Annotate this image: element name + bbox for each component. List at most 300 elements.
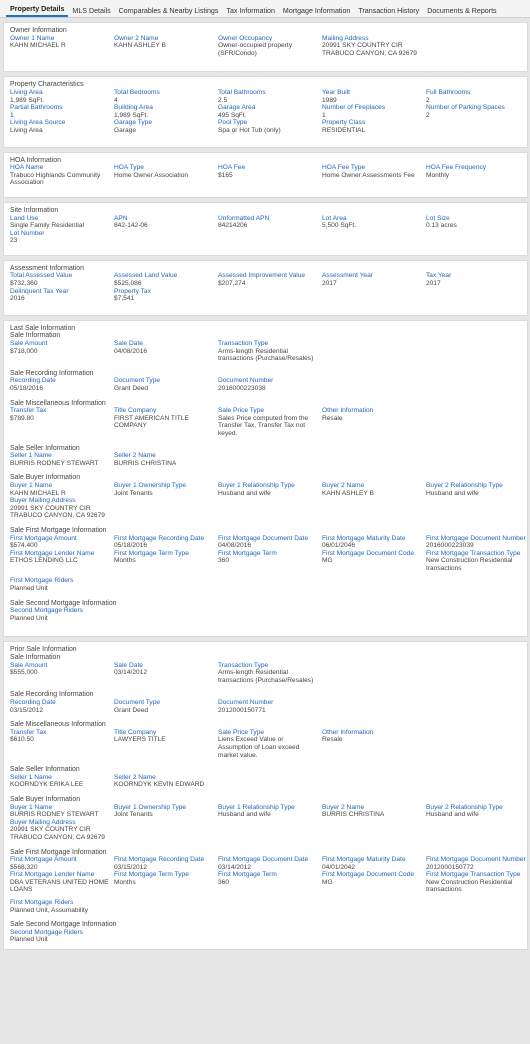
- field-label: Tax Year: [426, 272, 452, 280]
- field-hoa-type: [114, 164, 218, 187]
- field-value: 2.5: [218, 96, 228, 104]
- field-value: $525,086: [114, 280, 142, 288]
- field-full-bathrooms: [426, 89, 530, 104]
- field-label: First Mortgage Amount: [10, 534, 77, 542]
- field-year-built: [322, 89, 426, 104]
- field-label: Buyer 1 Ownership Type: [114, 803, 187, 811]
- field-first-mortgage-term: [218, 871, 322, 894]
- field-buyer-1-relationship-type: [218, 804, 322, 819]
- field-label: Buyer 2 Relationship Type: [426, 803, 503, 811]
- field-value: 04/08/2016: [114, 347, 148, 355]
- field-value: 1989: [322, 96, 337, 104]
- field-label: Land Use: [10, 214, 39, 222]
- field-value: 2012000150771: [218, 706, 266, 714]
- field-label: Title Company: [114, 728, 157, 736]
- field-tax-year: [426, 272, 530, 287]
- field-value: BURRIS CHRISTINA: [322, 811, 385, 819]
- field-hoa-fee: [218, 164, 322, 187]
- sale-miscellaneous-information-group: [10, 400, 521, 438]
- field-label: Sale Amount: [10, 340, 48, 348]
- sale-first-mortgage-information-group: [10, 526, 526, 593]
- field-value: 1: [322, 111, 326, 119]
- field-value: BURRIS RODNEY STEWART: [10, 459, 99, 467]
- field-partial-bathrooms: [10, 104, 114, 119]
- field-hoa-name: [10, 164, 114, 187]
- field-delinquent-tax-year: [10, 288, 114, 303]
- field-buyer-2-name: [322, 804, 426, 819]
- field-label: Buyer 1 Relationship Type: [218, 481, 295, 489]
- sale-buyer-information-group: [10, 474, 521, 520]
- field-value: $574,400: [10, 542, 38, 550]
- field-first-mortgage-amount: [10, 856, 114, 871]
- section-title: Property Characteristics: [10, 81, 84, 89]
- field-value: Arms-length Residential transactions (Purchase/Resales): [218, 669, 314, 684]
- field-value: 2016000223038: [218, 385, 266, 392]
- field-number-of-fireplaces: [322, 104, 426, 119]
- field-value: 2: [426, 111, 430, 119]
- tab-tax-information[interactable]: Tax Information: [226, 7, 275, 15]
- field-label: Living Area Source: [10, 119, 66, 127]
- field-label: Buyer 1 Relationship Type: [218, 803, 295, 811]
- field-label: Sale Amount: [10, 661, 48, 669]
- field-label: Unformatted APN: [218, 214, 270, 222]
- field-label: First Mortgage Document Code: [322, 871, 414, 879]
- group-title: Sale Recording Information: [10, 369, 94, 377]
- field-value: $207,274: [218, 280, 246, 288]
- field-label: First Mortgage Maturity Date: [322, 856, 406, 864]
- field-buyer-1-ownership-type: [114, 482, 218, 497]
- field-value: Husband and wife: [426, 811, 479, 819]
- field-value: Months: [114, 557, 136, 565]
- field-transfer-tax: [10, 407, 114, 437]
- section-title: Owner Information: [10, 27, 67, 34]
- field-value: 03/15/2012: [10, 706, 44, 714]
- section-title: Prior Sale Information: [10, 646, 77, 654]
- field-label: First Mortgage Recording Date: [114, 856, 205, 864]
- group-title: Sale Buyer Information: [10, 795, 81, 803]
- field-property-tax: [114, 288, 218, 303]
- field-label: Sale Date: [114, 340, 143, 348]
- group-title: Sale Seller Information: [10, 766, 80, 774]
- field-seller-2-name: [114, 774, 218, 789]
- field-label: Property Class: [322, 119, 366, 127]
- field-label: Garage Type: [114, 119, 153, 127]
- field-total-bedrooms: [114, 89, 218, 104]
- field-value: $568,320: [10, 863, 38, 871]
- field-label: HOA Fee Type: [322, 164, 366, 172]
- field-living-area-source: [10, 119, 114, 134]
- field-value: BURRIS RODNEY STEWART: [10, 811, 99, 819]
- field-first-mortgage-document-date: [218, 535, 322, 550]
- field-label: Number of Fireplaces: [322, 104, 386, 112]
- field-total-assessed-value: [10, 272, 114, 287]
- sale-recording-information-group: [10, 370, 521, 393]
- field-sale-amount: [10, 662, 114, 685]
- field-building-area: [114, 104, 218, 119]
- field-value: 4: [114, 96, 118, 104]
- field-unformatted-apn: [218, 215, 322, 230]
- field-property-class: [322, 119, 426, 134]
- field-value: $610.50: [10, 736, 34, 744]
- field-document-type: [114, 699, 218, 714]
- field-value: Spa or Hot Tub (only): [218, 126, 281, 134]
- field-lot-number: [10, 230, 114, 245]
- sale-seller-information-group: [10, 766, 521, 789]
- field-sale-price-type: [218, 407, 322, 437]
- field-label: First Mortgage Amount: [10, 856, 77, 864]
- field-label: Sale Price Type: [218, 728, 265, 736]
- field-transfer-tax: [10, 729, 114, 759]
- field-value: Single Family Residential: [10, 222, 85, 230]
- field-pool-type: [218, 119, 322, 134]
- field-value: 0.13 acres: [426, 222, 457, 230]
- field-seller-2-name: [114, 452, 218, 467]
- field-second-mortgage-riders: [10, 607, 521, 622]
- field-first-mortgage-transaction-type: [426, 871, 530, 894]
- group-title: Sale Information: [10, 654, 61, 662]
- group-title: Sale First Mortgage Information: [10, 526, 107, 534]
- field-label: Total Bedrooms: [114, 88, 160, 96]
- field-label: First Mortgage Document Date: [218, 534, 309, 542]
- field-label: Second Mortgage Riders: [10, 928, 83, 936]
- section-title: Last Sale Information: [10, 324, 76, 332]
- field-value: 360: [218, 878, 230, 886]
- field-label: Buyer 2 Name: [322, 481, 365, 489]
- section-title: Assessment Information: [10, 264, 84, 272]
- field-label: First Mortgage Recording Date: [114, 534, 205, 542]
- group-title: Sale First Mortgage Information: [10, 848, 107, 856]
- group-title: Sale Second Mortgage Information: [10, 599, 117, 607]
- field-first-mortgage-document-number: [426, 856, 530, 871]
- field-value: Resale: [322, 736, 343, 744]
- field-value: Months: [114, 878, 136, 886]
- field-value: 5,500 SqFt.: [322, 222, 357, 230]
- field-assessed-improvement-value: [218, 272, 322, 287]
- field-value: $165: [218, 171, 233, 179]
- field-other-information: [322, 729, 426, 759]
- field-value: Liens Exceed Value or Assumption of Loan exceed market value.: [218, 736, 300, 759]
- field-value: 2016000223039: [426, 542, 474, 550]
- field-value: Planned Unit: [10, 585, 48, 593]
- field-buyer-1-relationship-type: [218, 482, 322, 497]
- field-value: MG: [322, 878, 333, 886]
- field-value: Trabuco Highlands Community Association: [10, 171, 101, 187]
- field-value: Grant Deed: [114, 706, 149, 714]
- field-label: HOA Name: [10, 164, 44, 172]
- field-value: 1,989 SqFt.: [114, 111, 149, 119]
- field-value: 1,989 SqFt.: [10, 96, 45, 104]
- field-value: Owner-occupied property (SFR/Condo): [218, 42, 293, 57]
- field-buyer-mailing-address: [10, 497, 114, 520]
- field-label: Document Type: [114, 377, 161, 385]
- field-value: $555,000: [10, 669, 38, 677]
- field-label: Owner 2 Name: [114, 34, 159, 42]
- field-value: KAHN ASHLEY B: [114, 42, 166, 50]
- field-value: 360: [218, 557, 230, 565]
- field-first-mortgage-riders: [10, 899, 521, 914]
- field-label: Buyer 1 Name: [10, 803, 53, 811]
- field-value: RESIDENTIAL: [322, 126, 366, 134]
- field-value: 20991 SKY COUNTRY CIR TRABUCO CANYON, CA 92679: [10, 504, 105, 520]
- field-garage-type: [114, 119, 218, 134]
- field-label: HOA Type: [114, 164, 144, 172]
- field-total-bathrooms: [218, 89, 322, 104]
- field-label: Transaction Type: [218, 661, 269, 669]
- field-first-mortgage-document-code: [322, 550, 426, 573]
- field-value: 842-142-06: [114, 222, 148, 230]
- field-label: Full Bathrooms: [426, 88, 471, 96]
- field-owner-occupancy: [218, 35, 322, 58]
- field-label: Seller 1 Name: [10, 452, 52, 460]
- hoa-information-section: [3, 152, 528, 198]
- field-first-mortgage-term-type: [114, 871, 218, 894]
- field-recording-date: [10, 699, 114, 714]
- field-hoa-fee-type: [322, 164, 426, 187]
- field-label: First Mortgage Term Type: [114, 871, 189, 879]
- field-value: BURRIS CHRISTINA: [114, 459, 177, 467]
- field-label: Document Number: [218, 699, 274, 706]
- field-value: 04/08/2016: [218, 542, 252, 550]
- field-first-mortgage-recording-date: [114, 856, 218, 871]
- field-owner-1-name: [10, 35, 114, 58]
- field-label: APN: [114, 214, 128, 222]
- field-assessment-year: [322, 272, 426, 287]
- field-label: First Mortgage Term: [218, 871, 277, 879]
- tab-transaction-history[interactable]: Transaction History: [358, 7, 420, 15]
- field-value: Home Owner Assessments Fee: [322, 171, 415, 179]
- field-label: First Mortgage Transaction Type: [426, 549, 521, 557]
- assessment-information-section: [3, 260, 528, 316]
- field-label: First Mortgage Maturity Date: [322, 534, 406, 542]
- tab-documents-reports[interactable]: Documents & Reports: [427, 7, 497, 15]
- field-label: Delinquent Tax Year: [10, 287, 69, 295]
- field-label: Sale Price Type: [218, 407, 265, 415]
- field-label: Recording Date: [10, 699, 56, 706]
- tab-mls-details[interactable]: MLS Details: [72, 7, 111, 15]
- field-first-mortgage-document-number: [426, 535, 530, 550]
- field-sale-date: [114, 662, 218, 685]
- field-value: $789.80: [10, 414, 34, 422]
- field-label: Transaction Type: [218, 340, 269, 348]
- section-title: HOA Information: [10, 156, 61, 164]
- field-value: 2017: [322, 280, 337, 288]
- field-value: Home Owner Association: [114, 171, 189, 179]
- field-label: First Mortgage Term: [218, 549, 277, 557]
- field-other-information: [322, 407, 426, 437]
- field-apn: [114, 215, 218, 230]
- field-land-use: [10, 215, 114, 230]
- field-label: Recording Date: [10, 377, 56, 385]
- field-value: Planned Unit: [10, 614, 48, 622]
- field-value: 03/14/2012: [114, 669, 148, 677]
- field-value: 06/01/2046: [322, 542, 356, 550]
- field-value: 05/18/2016: [114, 542, 148, 550]
- field-document-number: [218, 377, 322, 392]
- sale-information-group: [10, 654, 521, 684]
- field-first-mortgage-riders: [10, 577, 521, 592]
- field-lot-area: [322, 215, 426, 230]
- sale-seller-information-group: [10, 445, 521, 468]
- field-value: 2012000150772: [426, 863, 474, 871]
- field-value: DBA VETERANS UNITED HOME LOANS: [10, 878, 109, 894]
- field-label: Building Area: [114, 104, 153, 112]
- field-value: Husband and wife: [218, 811, 271, 819]
- field-label: Title Company: [114, 407, 157, 415]
- field-label: Assessed Land Value: [114, 272, 178, 280]
- field-label: HOA Fee: [218, 164, 246, 172]
- section-title: Site Information: [10, 206, 59, 214]
- field-value: Resale: [322, 414, 343, 422]
- field-value: New Construction Residential transactions: [426, 878, 513, 894]
- field-value: KAHN MICHAEL R: [10, 42, 66, 50]
- field-sale-amount: [10, 340, 114, 363]
- field-first-mortgage-maturity-date: [322, 856, 426, 871]
- field-value: Planned Unit, Assumability: [10, 906, 89, 914]
- field-value: FIRST AMERICAN TITLE COMPANY: [114, 414, 189, 430]
- field-label: Other Information: [322, 728, 374, 736]
- field-label: Assessment Year: [322, 272, 373, 280]
- field-value: $718,000: [10, 347, 38, 355]
- field-value: Monthly: [426, 171, 450, 179]
- sale-second-mortgage-information-group: [10, 600, 521, 623]
- field-first-mortgage-document-code: [322, 871, 426, 894]
- field-hoa-fee-frequency: [426, 164, 530, 187]
- field-label: First Mortgage Document Date: [218, 856, 309, 864]
- field-value: MG: [322, 557, 333, 565]
- field-label: Year Built: [322, 88, 350, 96]
- field-buyer-1-name: [10, 804, 114, 819]
- sale-recording-information-group: [10, 691, 521, 714]
- field-label: First Mortgage Document Code: [322, 549, 414, 557]
- field-sale-date: [114, 340, 218, 363]
- sale-information-group: [10, 332, 521, 362]
- field-value: 03/15/2012: [114, 863, 148, 871]
- field-label: Document Type: [114, 699, 161, 706]
- tab-comparables[interactable]: Comparables & Nearby Listings: [118, 7, 219, 15]
- field-buyer-2-relationship-type: [426, 482, 530, 497]
- group-title: Sale Buyer Information: [10, 474, 81, 482]
- field-label: Owner Occupancy: [218, 34, 273, 42]
- field-label: First Mortgage Term Type: [114, 549, 189, 557]
- field-number-of-parking-spaces: [426, 104, 530, 119]
- field-document-type: [114, 377, 218, 392]
- field-label: Lot Number: [10, 229, 45, 237]
- field-label: Buyer Mailing Address: [10, 497, 76, 505]
- field-first-mortgage-maturity-date: [322, 535, 426, 550]
- field-value: LAWYERS TITLE: [114, 736, 166, 744]
- group-title: Sale Miscellaneous Information: [10, 399, 106, 407]
- field-value: 2017: [426, 280, 441, 288]
- sale-second-mortgage-information-group: [10, 921, 521, 944]
- field-value: ETHOS LENDING LLC: [10, 557, 78, 565]
- field-first-mortgage-lender-name: [10, 871, 114, 894]
- property-characteristics-section: [3, 76, 528, 147]
- field-first-mortgage-transaction-type: [426, 550, 530, 573]
- field-label: HOA Fee Frequency: [426, 164, 487, 172]
- field-value: New Construction Residential transactions: [426, 557, 513, 572]
- field-seller-1-name: [10, 452, 114, 467]
- field-value: KOORNDYK KEVIN EDWARD: [114, 781, 205, 789]
- field-value: 1: [10, 111, 14, 119]
- field-value: 84214206: [218, 222, 248, 230]
- field-label: Transfer Tax: [10, 728, 47, 736]
- field-value: 04/01/2042: [322, 863, 356, 871]
- field-label: Second Mortgage Riders: [10, 607, 83, 615]
- field-label: Transfer Tax: [10, 407, 47, 415]
- tab-mortgage-information[interactable]: Mortgage Information: [282, 7, 351, 15]
- field-value: 05/18/2016: [10, 385, 44, 392]
- field-label: Total Assessed Value: [10, 272, 73, 280]
- field-seller-1-name: [10, 774, 114, 789]
- field-label: Buyer 1 Name: [10, 481, 53, 489]
- field-label: First Mortgage Riders: [10, 577, 74, 585]
- field-label: Mailing Address: [322, 34, 369, 42]
- field-label: First Mortgage Document Number: [426, 856, 526, 864]
- field-title-company: [114, 729, 218, 759]
- field-value: Garage: [114, 126, 136, 134]
- field-value: 20991 SKY COUNTRY CIR TRABUCO CANYON, CA 92679: [10, 826, 105, 841]
- field-value: Arms-length Residential transactions (Purchase/Resales): [218, 347, 314, 363]
- field-first-mortgage-term-type: [114, 550, 218, 573]
- field-value: Grant Deed: [114, 385, 149, 392]
- field-value: Joint Tenants: [114, 811, 153, 819]
- field-label: First Mortgage Lender Name: [10, 549, 95, 557]
- field-recording-date: [10, 377, 114, 392]
- field-value: 2: [426, 96, 430, 104]
- field-value: $7,541: [114, 295, 135, 303]
- field-lot-size: [426, 215, 530, 230]
- field-value: Planned Unit: [10, 936, 48, 944]
- field-value: KAHN MICHAEL R: [10, 489, 66, 497]
- field-value: Joint Tenants: [114, 489, 153, 497]
- field-transaction-type: [218, 340, 322, 363]
- field-label: Buyer 1 Ownership Type: [114, 481, 187, 489]
- field-label: Lot Area: [322, 214, 347, 222]
- field-label: Property Tax: [114, 287, 151, 295]
- field-label: Seller 2 Name: [114, 452, 156, 460]
- field-buyer-1-ownership-type: [114, 804, 218, 819]
- tab-bar: [0, 0, 530, 18]
- group-title: Sale Seller Information: [10, 444, 80, 452]
- group-title: Sale Second Mortgage Information: [10, 921, 117, 929]
- field-label: Buyer Mailing Address: [10, 818, 76, 826]
- tab-property-details[interactable]: Property Details: [6, 3, 68, 17]
- field-first-mortgage-lender-name: [10, 550, 114, 573]
- field-label: Sale Date: [114, 661, 143, 669]
- sale-buyer-information-group: [10, 796, 521, 842]
- field-garage-area: [218, 104, 322, 119]
- field-label: Seller 1 Name: [10, 773, 52, 781]
- field-value: $732,360: [10, 280, 38, 288]
- field-label: Owner 1 Name: [10, 34, 55, 42]
- field-label: First Mortgage Document Number: [426, 534, 526, 542]
- field-label: Total Bathrooms: [218, 88, 266, 96]
- field-value: KOORNDYK ERIKA LEE: [10, 781, 84, 789]
- field-first-mortgage-term: [218, 550, 322, 573]
- field-living-area: [10, 89, 114, 104]
- field-buyer-2-relationship-type: [426, 804, 530, 819]
- field-buyer-1-name: [10, 482, 114, 497]
- field-buyer-mailing-address: [10, 819, 114, 842]
- field-value: Living Area: [10, 126, 43, 134]
- field-value: 23: [10, 237, 18, 245]
- field-value: Husband and wife: [426, 489, 479, 497]
- group-title: Sale Recording Information: [10, 691, 94, 699]
- sale-first-mortgage-information-group: [10, 848, 526, 915]
- field-label: Buyer 2 Relationship Type: [426, 481, 503, 489]
- group-title: Sale Information: [10, 332, 61, 340]
- field-document-number: [218, 699, 322, 714]
